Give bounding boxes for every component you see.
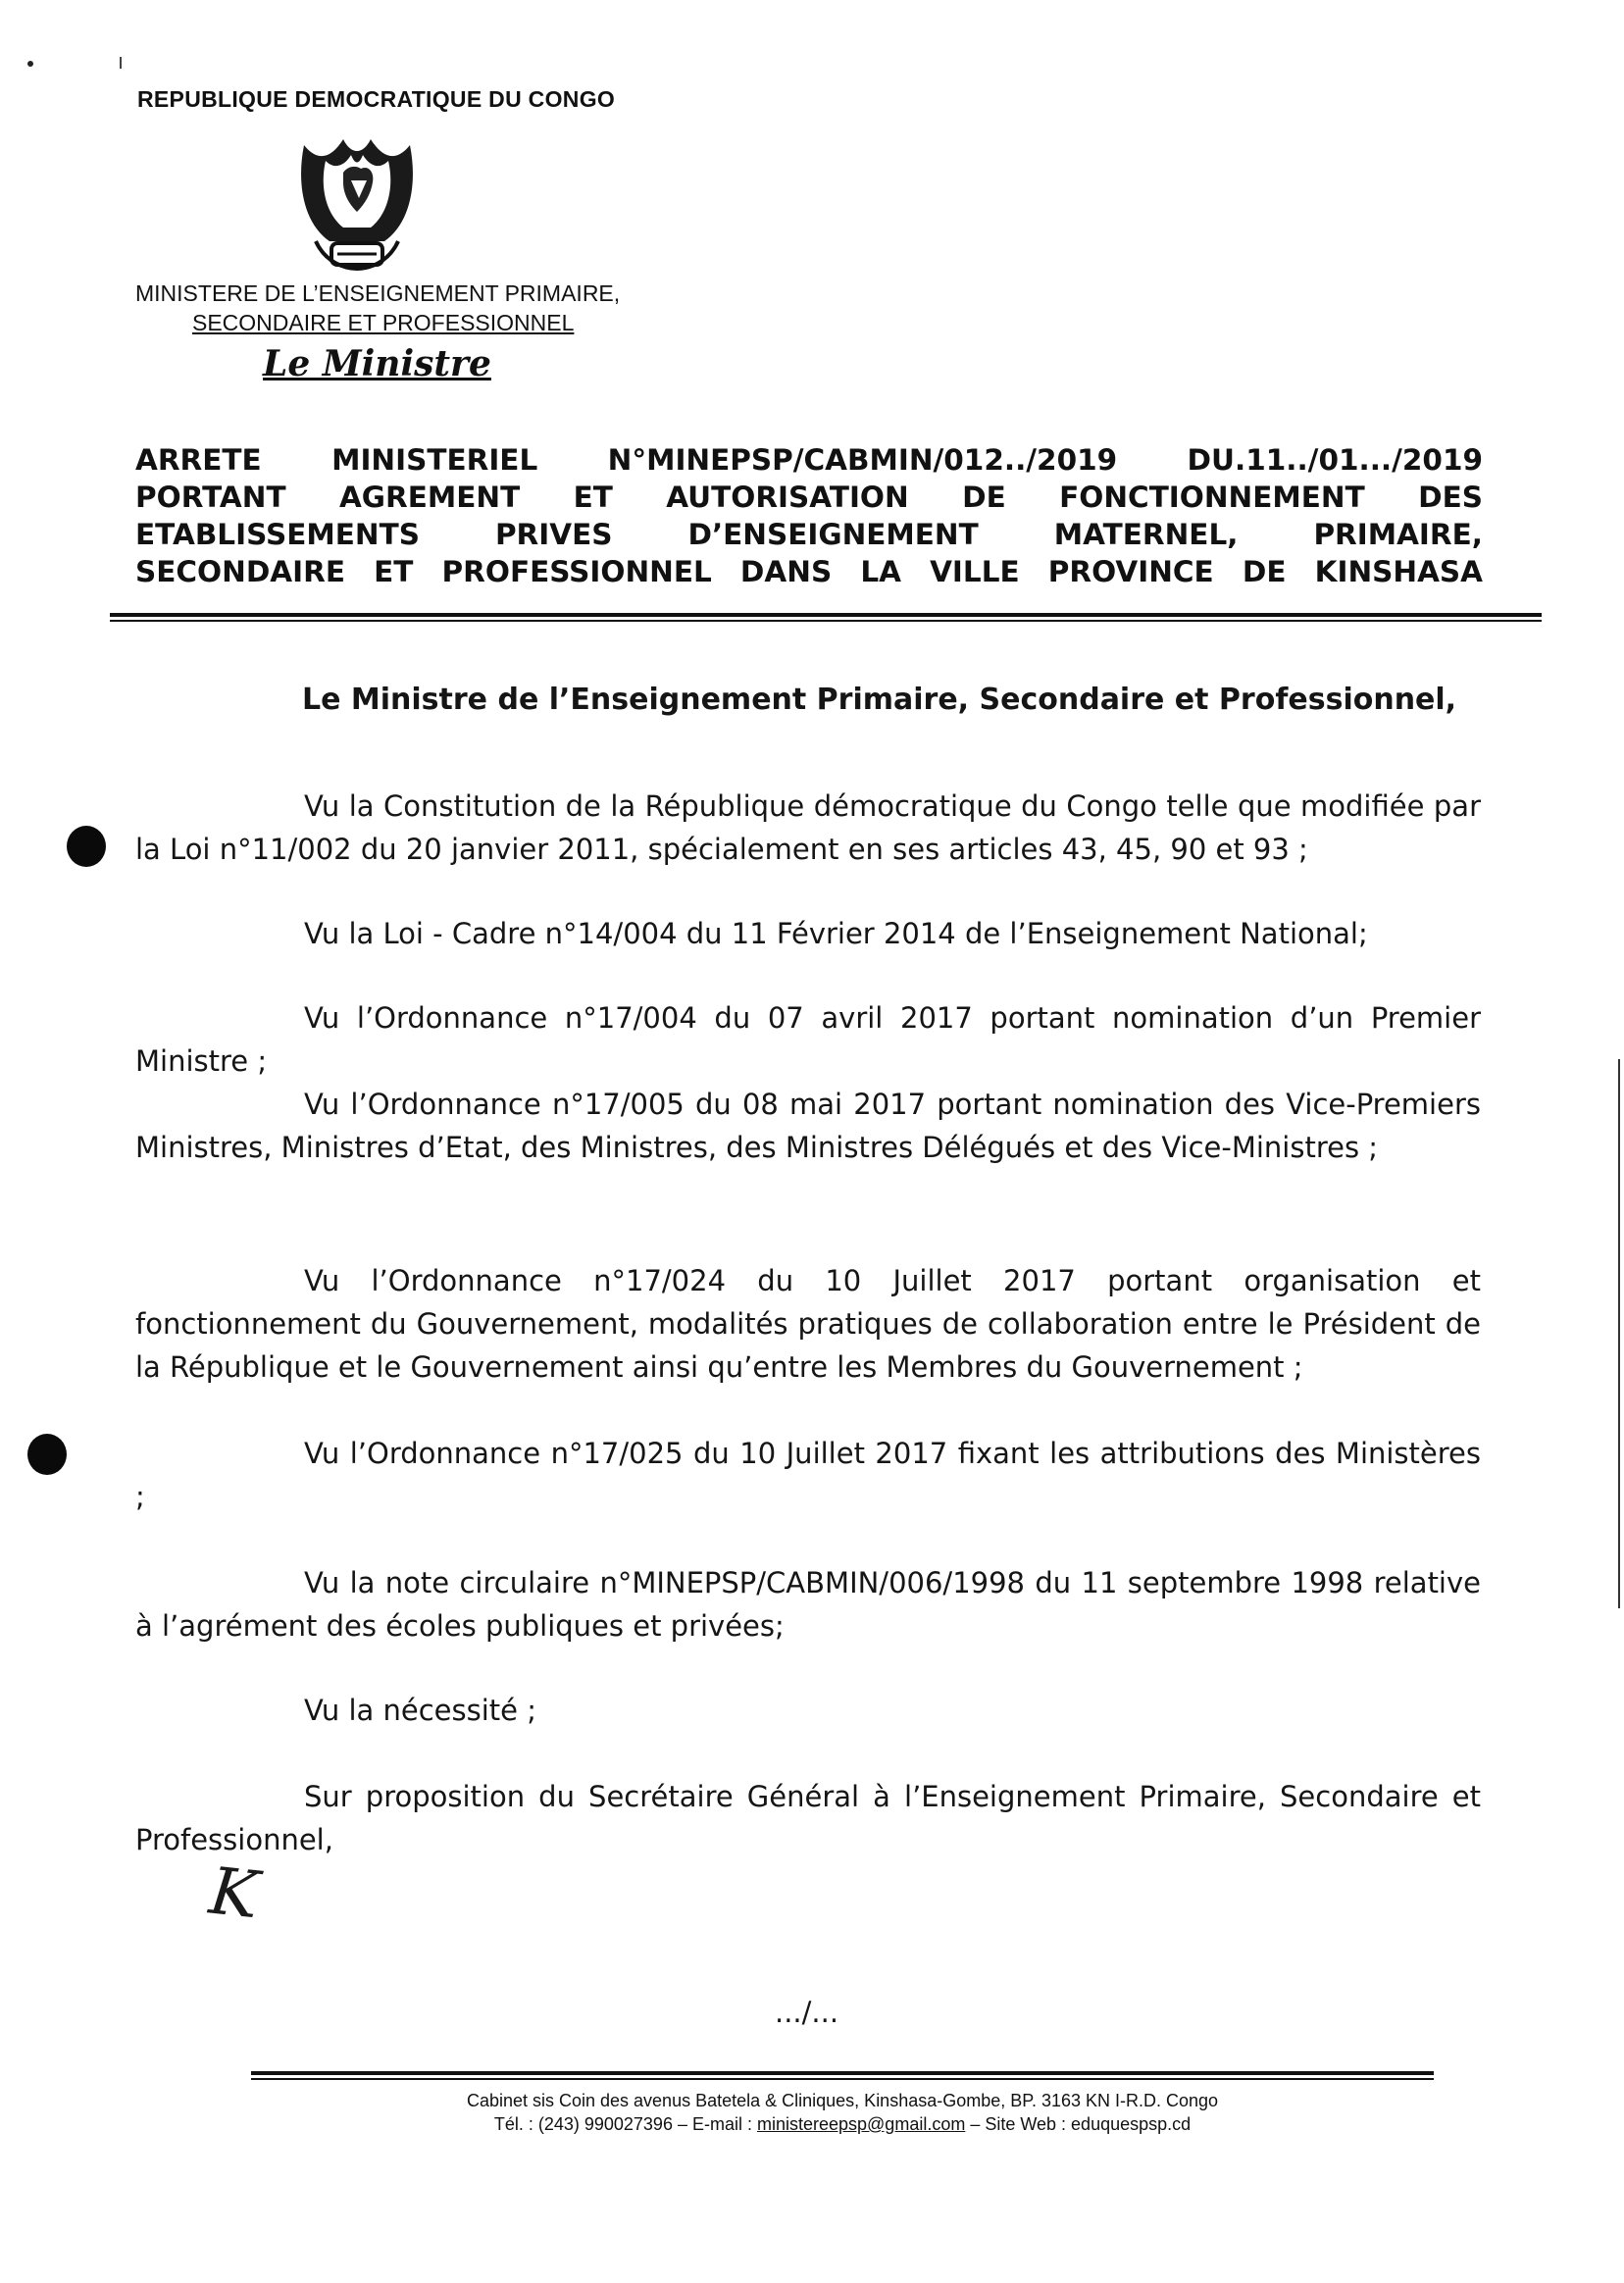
paragraph-loi-cadre: Vu la Loi - Cadre n°14/004 du 11 Février 2014 de l’Enseignement National; xyxy=(304,917,1368,950)
paragraph-note-circulaire: Vu la note circulaire n°MINEPSP/CABMIN/006/1998 du 11 septembre 1998 relative à l’agrément des écoles publiques et privées; xyxy=(135,1566,1481,1643)
title-line-4: SECONDAIRE ET PROFESSIONNEL DANS LA VILLE PROVINCE DE KINSHASA xyxy=(135,555,1483,588)
footer-rule xyxy=(251,2071,1434,2075)
punch-hole-mark xyxy=(67,826,106,867)
page-continuation: .../... xyxy=(775,1996,839,2029)
coat-of-arms-icon xyxy=(286,126,428,282)
country-name: REPUBLIQUE DEMOCRATIQUE DU CONGO xyxy=(137,86,616,112)
footer-rule-thin xyxy=(251,2078,1434,2080)
title-line-1: ARRETE MINISTERIEL N°MINEPSP/CABMIN/012../2019 DU.11../01.../2019 xyxy=(135,443,1483,477)
paragraph-necessite: Vu la nécessité ; xyxy=(304,1694,536,1727)
ministry-line-2: SECONDAIRE ET PROFESSIONNEL xyxy=(192,310,575,335)
scan-edge-line xyxy=(1618,1059,1620,1608)
paragraph-proposition: Sur proposition du Secrétaire Général à l’Enseignement Primaire, Secondaire et Professionnel, xyxy=(135,1780,1481,1856)
footer-address: Cabinet sis Coin des avenus Batetela & Cliniques, Kinshasa-Gombe, BP. 3163 KN I-R.D. Congo xyxy=(466,2091,1219,2110)
signatory-title: Le Ministre xyxy=(263,343,491,384)
scan-speck xyxy=(27,61,33,67)
footer-website: – Site Web : eduquespsp.cd xyxy=(965,2114,1192,2134)
title-line-2: PORTANT AGREMENT ET AUTORISATION DE FONCTIONNEMENT DES xyxy=(135,481,1483,514)
minister-heading: Le Ministre de l’Enseignement Primaire, Secondaire et Professionnel, xyxy=(302,683,1457,717)
title-rule xyxy=(110,613,1542,617)
decree-title xyxy=(135,441,1483,590)
footer-contact xyxy=(251,2114,1434,2135)
footer-phone: Tél. : (243) 990027396 – E-mail : xyxy=(493,2114,757,2134)
paragraph-ordonnance-005: Vu l’Ordonnance n°17/005 du 08 mai 2017 portant nomination des Vice-Premiers Ministres, Ministres d’Etat, des Ministres, des Ministres Délégués et des Vice-Ministres ; xyxy=(135,1088,1481,1164)
paragraph-ordonnance-004: Vu l’Ordonnance n°17/004 du 07 avril 2017 portant nomination d’un Premier Ministre ; xyxy=(135,1001,1481,1078)
paragraph-ordonnance-025: Vu l’Ordonnance n°17/025 du 10 Juillet 2017 fixant les attributions des Ministères ; xyxy=(135,1437,1481,1513)
footer-email-link[interactable]: ministereepsp@gmail.com xyxy=(756,2114,966,2134)
punch-hole-mark xyxy=(27,1434,67,1475)
title-rule-thin xyxy=(110,620,1542,622)
handwritten-initials: K xyxy=(206,1852,263,1934)
ministry-line-1: MINISTERE DE L’ENSEIGNEMENT PRIMAIRE, xyxy=(135,280,621,306)
title-line-3: ETABLISSEMENTS PRIVES D’ENSEIGNEMENT MATERNEL, PRIMAIRE, xyxy=(135,518,1483,551)
paragraph-constitution: Vu la Constitution de la République démocratique du Congo telle que modifiée par la Loi n°11/002 du 20 janvier 2011, spécialement en ses articles 43, 45, 90 et 93 ; xyxy=(135,789,1481,866)
scan-speck xyxy=(120,57,122,69)
paragraph-ordonnance-024: Vu l’Ordonnance n°17/024 du 10 Juillet 2017 portant organisation et fonctionnement du Gouvernement, modalités pratiques de collaboration entre le Président de la République et le Gouvernement ainsi qu’entre les Membres du Gouvernement ; xyxy=(135,1264,1481,1384)
ministry-name xyxy=(135,279,685,337)
